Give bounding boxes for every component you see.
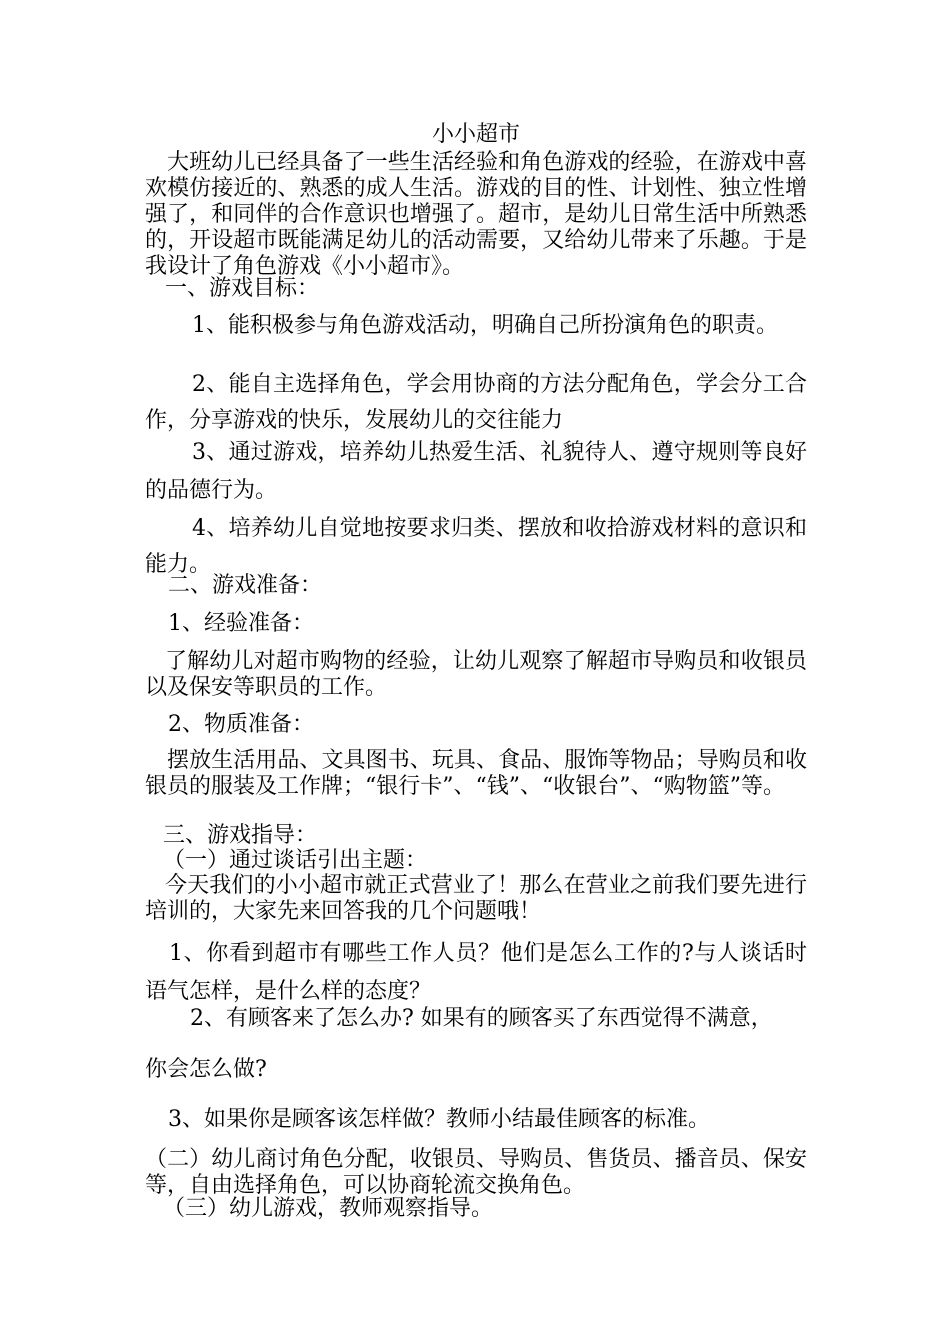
goal-item-4: 4、培养幼儿自觉地按要求归类、摆放和收拾游戏材料的意识和能力。 xyxy=(145,516,807,577)
question-3: 3、如果你是顾客该怎样做？教师小结最佳顾客的标准。 xyxy=(168,1107,710,1132)
goal-item-1: 1、能积极参与角色游戏活动，明确自己所扮演角色的职责。 xyxy=(192,313,778,338)
guidance-part1-text: 今天我们的小小超市就正式营业了！那么在营业之前我们要先进行培训的，大家先来回答我的几个问题哦！ xyxy=(145,873,807,924)
question-2-line-1: 2、有顾客来了怎么办? 如果有的顾客买了东西觉得不满意， xyxy=(190,1006,773,1031)
document-title: 小小超市 xyxy=(431,122,520,147)
guidance-part2: （二）幼儿商讨角色分配，收银员、导购员、售货员、播音员、保安等，自由选择角色，可以协商轮流交换角色。 xyxy=(145,1147,807,1198)
section-heading-guidance: 三、游戏指导： xyxy=(163,823,318,848)
intro-paragraph: 大班幼儿已经具备了一些生活经验和角色游戏的经验，在游戏中喜欢模仿接近的、熟悉的成人生活。游戏的目的性、计划性、独立性增强了，和同伴的合作意识也增强了。超市，是幼儿日常生活中所熟悉的，开设超市既能满足幼儿的活动需要，又给幼儿带来了乐趣。于是我设计了角色游戏《小小超市》。 xyxy=(145,150,807,279)
section-heading-preparation: 二、游戏准备： xyxy=(168,573,323,598)
prep-experience-text: 了解幼儿对超市购物的经验，让幼儿观察了解超市导购员和收银员以及保安等职员的工作。 xyxy=(145,649,807,700)
guidance-part3: （三）幼儿游戏，教师观察指导。 xyxy=(163,1196,494,1221)
goal-item-2: 2、能自主选择角色，学会用协商的方法分配角色，学会分工合作，分享游戏的快乐，发展幼儿的交往能力 xyxy=(145,372,807,433)
prep-material-text: 摆放生活用品、文具图书、玩具、食品、服饰等物品；导购员和收银员的服装及工作牌；“银行卡”、“钱”、“收银台”、“购物篮”等。 xyxy=(145,748,807,799)
section-heading-goals: 一、游戏目标： xyxy=(165,276,320,301)
question-1: 1、你看到超市有哪些工作人员？他们是怎么工作的?与人谈话时语气怎样，是什么样的态度？ xyxy=(145,941,807,1004)
prep-material-heading: 2、物质准备： xyxy=(168,712,314,737)
guidance-part1-heading: （一）通过谈话引出主题： xyxy=(163,848,428,873)
question-2-line-2: 你会怎么做? xyxy=(145,1057,267,1082)
prep-experience-heading: 1、经验准备： xyxy=(168,611,314,636)
goal-item-3: 3、通过游戏，培养幼儿热爱生活、礼貌待人、遵守规则等良好的品德行为。 xyxy=(145,440,807,503)
